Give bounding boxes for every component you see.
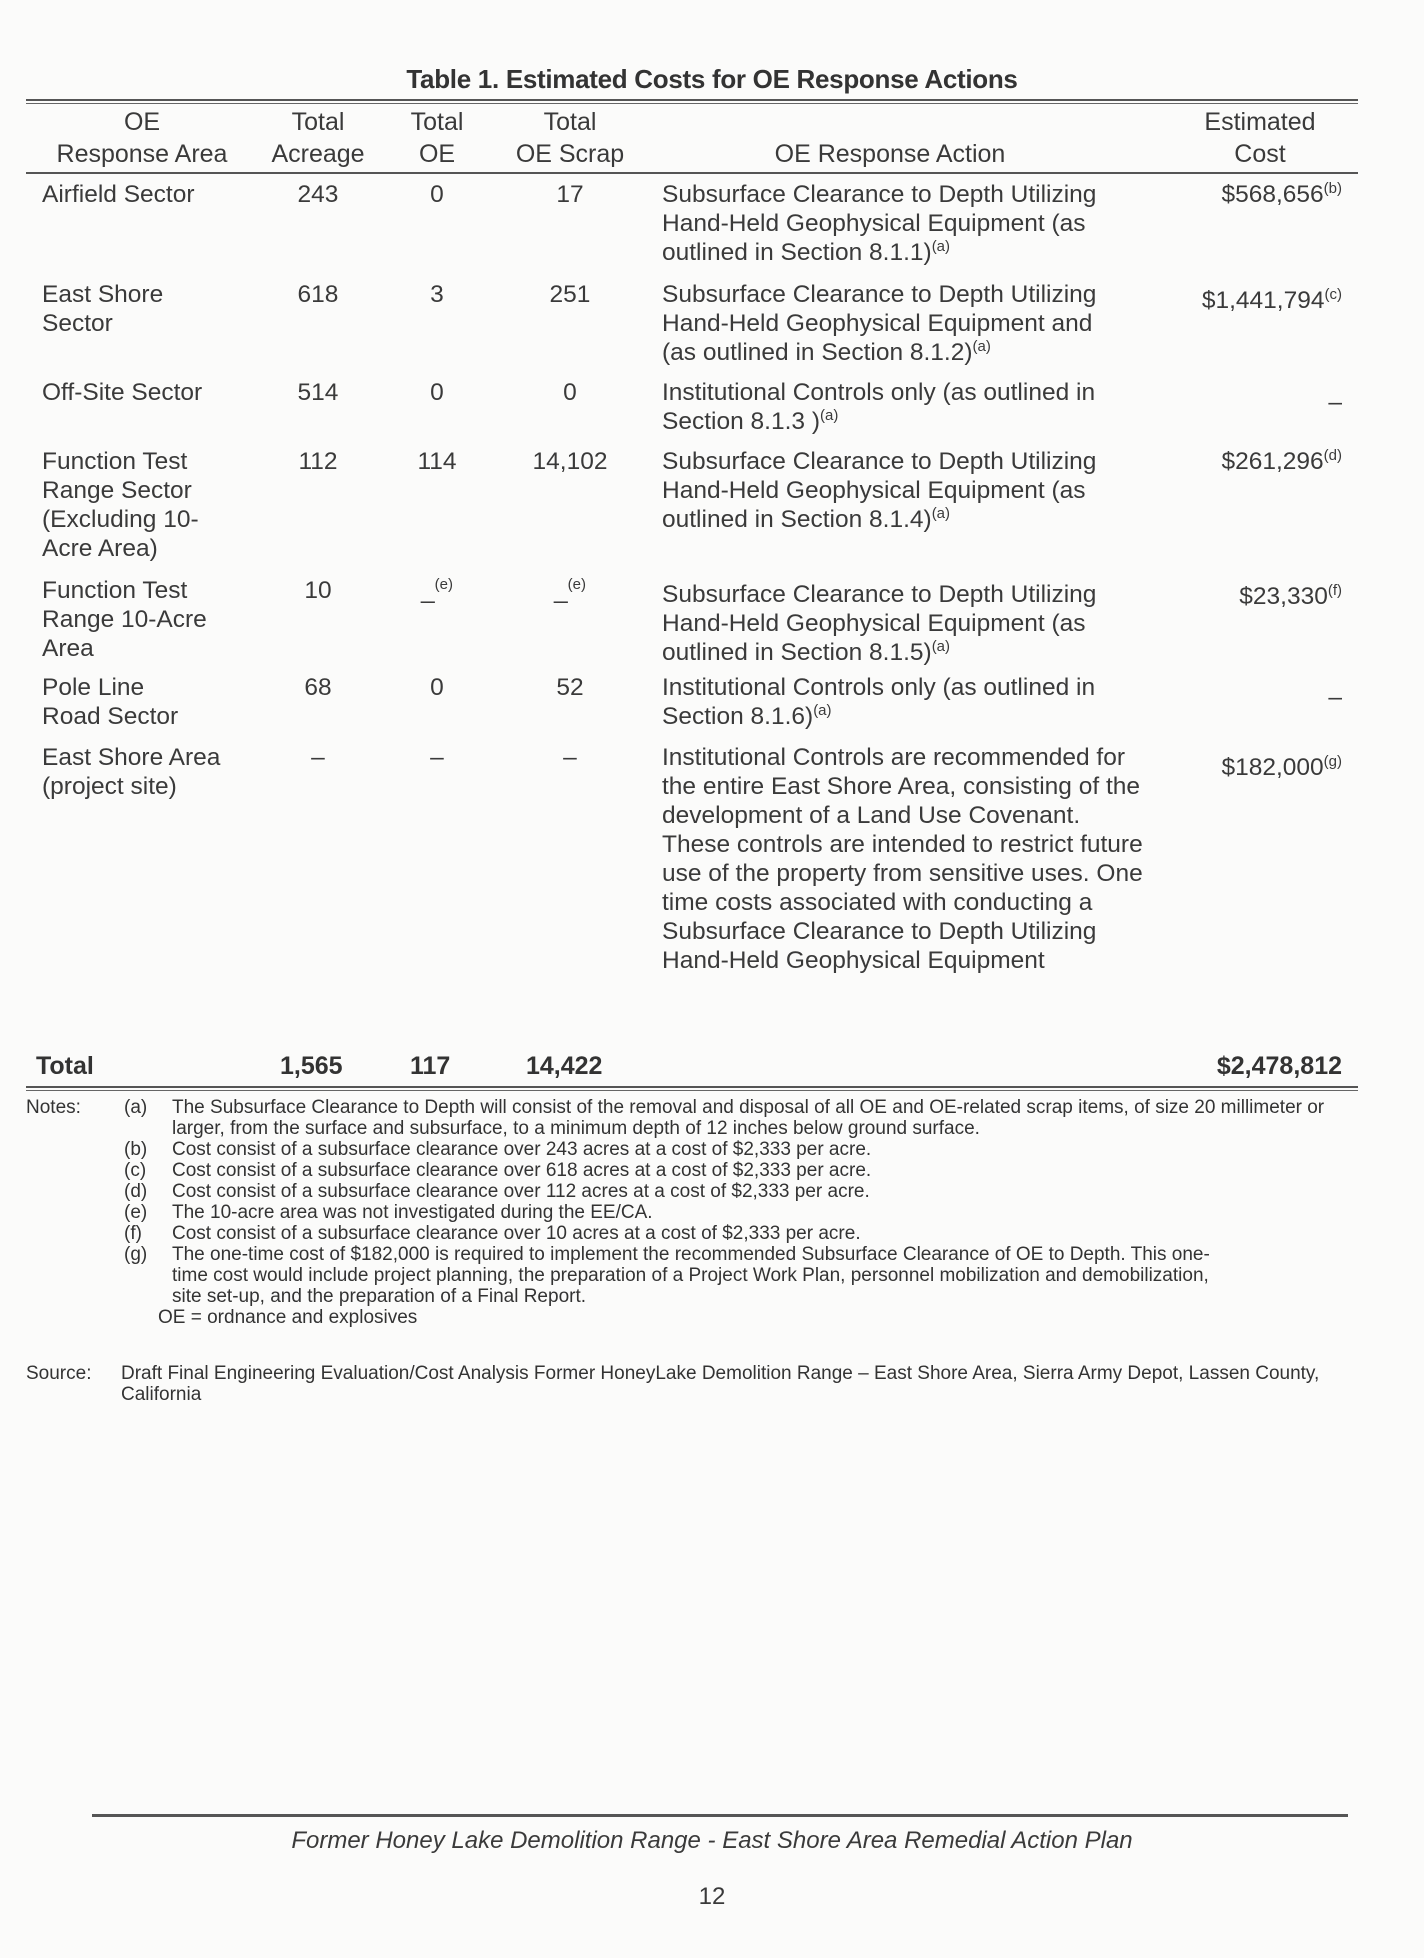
cell-acreage: 514	[297, 379, 339, 406]
table-title: Table 1. Estimated Costs for OE Response Actions	[406, 64, 1018, 94]
cell-oe-scrap: –	[563, 744, 577, 771]
cell-estimated-cost	[1130, 753, 1342, 782]
note-key: (f)	[124, 1223, 142, 1244]
cell-oe	[387, 576, 487, 605]
note-text: The 10-acre area was not investigated during the EE/CA.	[172, 1202, 653, 1223]
cell-response-action	[662, 180, 1132, 267]
footnote-ref: (a)	[819, 406, 839, 424]
header-line: Total	[291, 108, 345, 136]
cell-estimated-cost	[1130, 180, 1342, 209]
note-text: The Subsurface Clearance to Depth will consist of the removal and disposal of all OE and OE-related scrap items, of size 20 millimeter or larger, from the surface and subsurface, to a minimum depth of 12 inches below ground surface.	[172, 1097, 1325, 1139]
cell-response-action	[662, 447, 1132, 534]
total-label: Total	[36, 1052, 94, 1080]
note-text: Cost consist of a subsurface clearance over 618 acres at a cost of $2,333 per acre.	[172, 1160, 872, 1181]
footnote-ref: (a)	[972, 337, 991, 355]
table-top-rule	[26, 99, 1358, 104]
note-key: (b)	[124, 1139, 148, 1160]
footnote-ref: (c)	[1324, 285, 1342, 303]
note-text: Cost consist of a subsurface clearance over 112 acres at a cost of $2,333 per acre.	[172, 1181, 870, 1202]
header-total-oe	[390, 106, 484, 170]
cell-response-area: Off-Site Sector	[42, 379, 203, 406]
cell-oe-scrap: 17	[556, 181, 584, 208]
cost-value: –	[1328, 684, 1342, 711]
cell-estimated-cost	[1130, 582, 1342, 611]
action-text: Subsurface Clearance to Depth Utilizing Hand-Held Geophysical Equipment and (as outlined in Section 8.1.2)	[662, 281, 1097, 366]
total-acreage: 1,565	[280, 1052, 343, 1080]
cell-oe: 114	[417, 448, 457, 475]
cell-response-action	[662, 378, 1132, 436]
cell-oe-scrap: 251	[549, 281, 591, 308]
cost-value: $568,656	[1221, 181, 1324, 208]
header-line: OE Scrap	[515, 140, 625, 168]
cell-response-action	[662, 743, 1147, 975]
header-line	[700, 106, 1080, 138]
scrap-value: _	[554, 577, 568, 604]
cell-response-area: Airfield Sector	[42, 181, 195, 208]
cell-oe: 0	[430, 181, 444, 208]
note-text: Cost consist of a subsurface clearance over 243 acres at a cost of $2,333 per acre.	[172, 1139, 872, 1160]
footnote-ref: (f)	[1327, 581, 1342, 599]
cell-response-action	[662, 673, 1132, 731]
footnote-ref: (d)	[1323, 446, 1342, 464]
cell-response-area: Function Test Range 10-Acre Area	[42, 577, 207, 662]
header-total-acreage	[262, 106, 374, 170]
total-oe: 117	[410, 1052, 451, 1080]
total-estimated-cost: $2,478,812	[1216, 1052, 1342, 1080]
footnote-ref: (a)	[931, 237, 951, 255]
cell-oe-scrap	[505, 576, 635, 605]
cell-oe: 0	[430, 674, 444, 701]
note-key: (e)	[124, 1202, 148, 1223]
cell-oe-scrap: 52	[556, 674, 584, 701]
cell-acreage: 618	[297, 281, 339, 308]
note-text: The one-time cost of $182,000 is required to implement the recommended Subsurface Clearance of OE to Depth. This one-time cost would include project planning, the preparation of a Project Work Plan, personnel mobilization and demobilization, site set-up, and the preparation of a Final Report.	[172, 1244, 1210, 1307]
note-key: (a)	[124, 1097, 148, 1118]
cell-estimated-cost	[1130, 388, 1342, 417]
cost-value: –	[1328, 389, 1342, 416]
page-number: 12	[698, 1883, 726, 1910]
header-line: Cost	[1234, 140, 1286, 168]
footer-title: Former Honey Lake Demolition Range - East Shore Area Remedial Action Plan	[291, 1827, 1133, 1854]
header-line: Total	[410, 108, 464, 136]
cell-response-action	[662, 280, 1132, 367]
footnote-ref: (e)	[434, 575, 453, 593]
cell-acreage: 243	[297, 181, 339, 208]
footer-rule	[92, 1814, 1348, 1817]
header-line: OE	[418, 140, 456, 168]
header-bottom-rule	[26, 172, 1358, 174]
action-text: Institutional Controls only (as outlined in Section 8.1.3 )	[662, 379, 1096, 435]
cell-response-area: East Shore Area (project site)	[42, 744, 221, 800]
action-text: Institutional Controls only (as outlined in Section 8.1.6)	[662, 674, 1096, 730]
cell-acreage: 10	[304, 577, 332, 604]
oe-value: _	[421, 577, 435, 604]
footnote-ref: (a)	[931, 637, 951, 655]
source-label: Source:	[26, 1363, 92, 1384]
cell-acreage: –	[311, 744, 325, 771]
action-text: Subsurface Clearance to Depth Utilizing Hand-Held Geophysical Equipment (as outlined in Section 8.1.1)	[662, 181, 1097, 266]
header-oe-response-action	[700, 106, 1080, 170]
cell-response-area: Pole Line Road Sector	[42, 674, 179, 730]
cost-value: $261,296	[1221, 448, 1324, 475]
action-text: Institutional Controls are recommended for the entire East Shore Area, consisting of the development of a Land Use Covenant. These controls are intended to restrict future use of the property from sensitive uses. One time costs associated with conducting a Subsurface Clearance to Depth Utilizing Hand-Held Geophysical Equipment	[662, 744, 1143, 974]
header-total-oe-scrap	[505, 106, 635, 170]
cell-oe: –	[430, 744, 444, 771]
header-line: OE	[123, 108, 161, 136]
total-bottom-rule	[26, 1086, 1358, 1091]
header-line: Estimated	[1204, 108, 1316, 136]
cell-estimated-cost	[1130, 286, 1342, 315]
cell-oe: 0	[430, 379, 444, 406]
source-text: Draft Final Engineering Evaluation/Cost Analysis Former HoneyLake Demolition Range – East Shore Area, Sierra Army Depot, Lassen County, California	[121, 1363, 1320, 1405]
header-line: OE Response Action	[774, 140, 1006, 168]
cell-estimated-cost	[1130, 447, 1342, 476]
header-estimated-cost	[1180, 106, 1340, 170]
cost-value: $1,441,794	[1201, 287, 1325, 314]
cost-value: $23,330	[1239, 583, 1328, 610]
footnote-ref: (e)	[567, 575, 586, 593]
cell-estimated-cost	[1130, 683, 1342, 712]
cell-oe-scrap: 14,102	[532, 448, 608, 475]
footnote-ref: (g)	[1323, 752, 1342, 770]
note-key: (g)	[124, 1244, 148, 1265]
header-line: Response Area	[56, 140, 228, 168]
total-oe-scrap: 14,422	[526, 1052, 603, 1080]
action-text: Subsurface Clearance to Depth Utilizing Hand-Held Geophysical Equipment (as outlined in Section 8.1.4)	[662, 448, 1097, 533]
cost-value: $182,000	[1221, 754, 1324, 781]
note-key: (c)	[124, 1160, 147, 1181]
cell-response-area: Function Test Range Sector (Excluding 10-Acre Area)	[42, 448, 199, 562]
footnote-ref: (a)	[813, 701, 832, 719]
cell-response-area: East Shore Sector	[42, 281, 164, 337]
header-line: Total	[543, 108, 597, 136]
header-response-area	[26, 106, 258, 170]
footnote-ref: (a)	[931, 504, 951, 522]
note-key: (d)	[124, 1181, 148, 1202]
cell-oe-scrap: 0	[563, 379, 577, 406]
cell-acreage: 68	[304, 674, 332, 701]
cell-acreage: 112	[298, 448, 338, 475]
cell-response-action	[662, 580, 1132, 667]
note-text: Cost consist of a subsurface clearance over 10 acres at a cost of $2,333 per acre.	[172, 1223, 861, 1244]
notes-label: Notes:	[26, 1097, 81, 1118]
note-abbreviation: OE = ordnance and explosives	[158, 1307, 418, 1328]
action-text: Subsurface Clearance to Depth Utilizing Hand-Held Geophysical Equipment (as outlined in Section 8.1.5)	[662, 581, 1097, 666]
header-line: Acreage	[271, 140, 365, 168]
cell-oe: 3	[430, 281, 444, 308]
footnote-ref: (b)	[1323, 179, 1342, 197]
